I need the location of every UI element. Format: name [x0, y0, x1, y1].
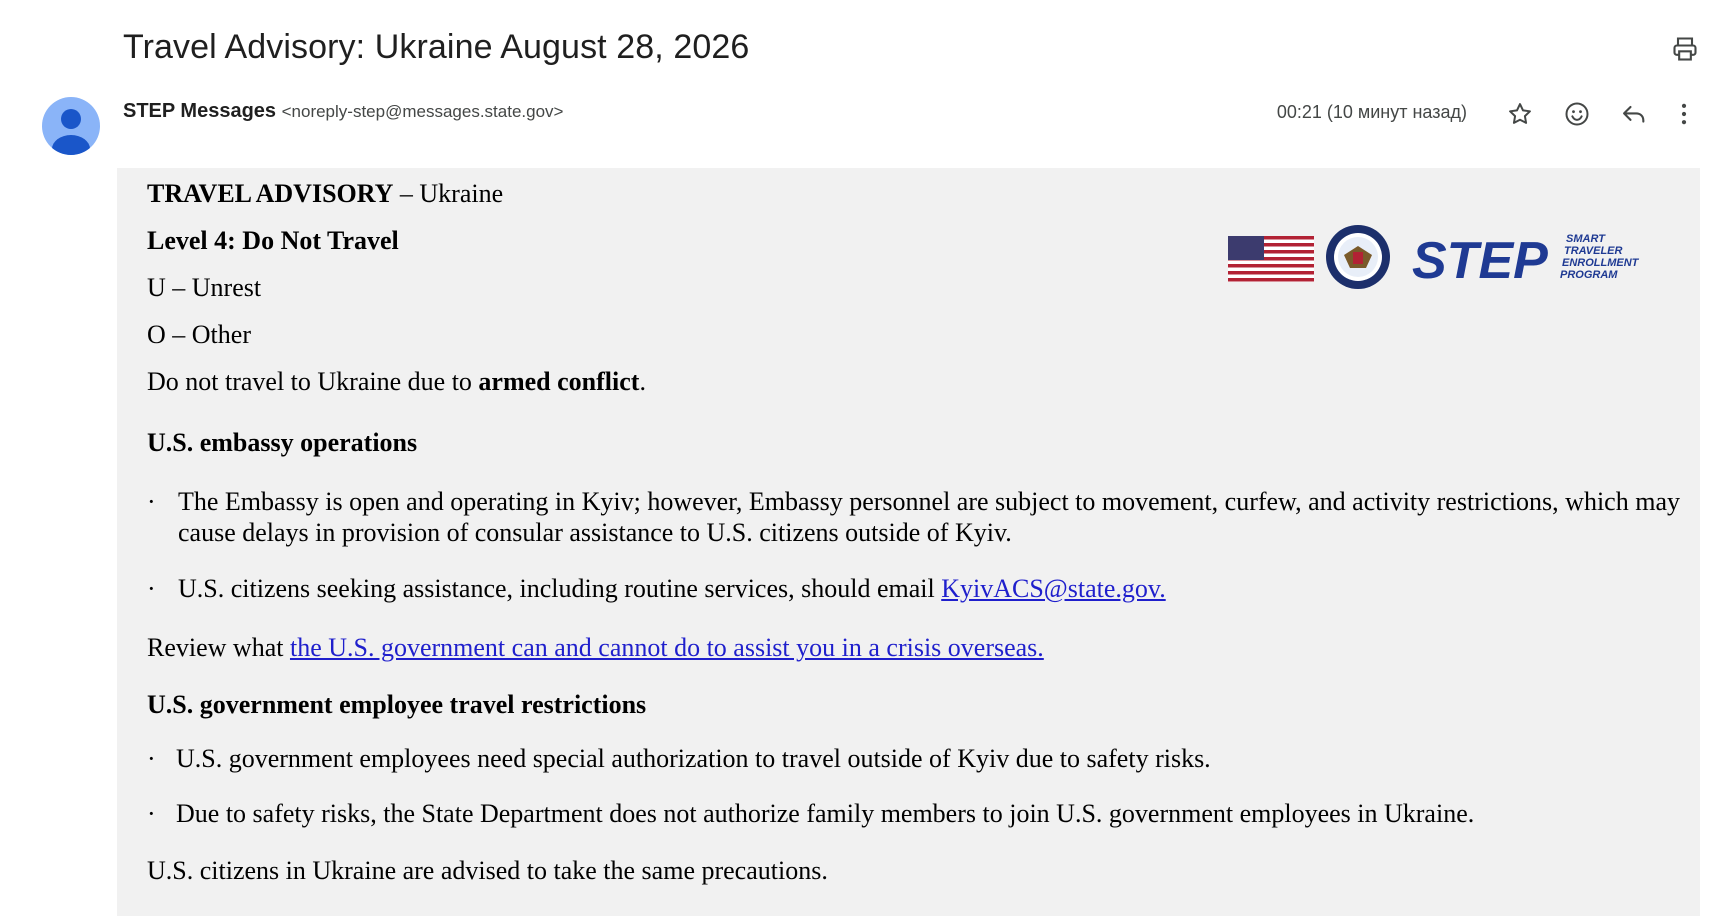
- sender-email: <noreply-step@messages.state.gov>: [281, 102, 564, 121]
- review-line: [147, 632, 1044, 663]
- star-button[interactable]: [1502, 96, 1538, 132]
- gov-employee-heading: U.S. government employee travel restrictions: [147, 690, 647, 719]
- print-button[interactable]: [1669, 33, 1701, 65]
- intro-text: Do not travel to Ukraine due to: [147, 367, 479, 396]
- intro-period: .: [639, 367, 646, 396]
- embassy-heading: U.S. embassy operations: [147, 428, 418, 457]
- step-wordmark: STEP: [1412, 232, 1548, 290]
- closing-line: U.S. citizens in Ukraine are advised to take the same precautions.: [147, 856, 828, 885]
- star-icon: [1506, 100, 1534, 128]
- sender-name[interactable]: STEP Messages: [123, 100, 277, 122]
- advisory-title-country: – Ukraine: [393, 179, 504, 208]
- more-options-button[interactable]: [1666, 96, 1702, 132]
- print-icon: [1671, 35, 1699, 63]
- advisory-level: Level 4: Do Not Travel: [147, 226, 399, 255]
- email-timestamp: 00:21 (10 минут назад): [1276, 102, 1467, 122]
- reply-icon: [1620, 100, 1648, 128]
- step-tagline-1: SMART: [1566, 233, 1605, 245]
- indicator-unrest: U – Unrest: [147, 273, 262, 302]
- us-flag-icon: [1228, 236, 1314, 282]
- sender-avatar[interactable]: [42, 97, 100, 155]
- bullet-text: Due to safety risks, the State Department does not authorize family members to join U.S. government employees in Ukraine.: [176, 799, 1475, 828]
- bullet-dot: ·: [147, 574, 156, 603]
- emoji-reaction-button[interactable]: [1559, 96, 1595, 132]
- step-tagline-3: ENROLLMENT: [1562, 257, 1639, 269]
- bullet-text: U.S. citizens seeking assistance, including routine services, should email: [178, 574, 942, 603]
- step-logo: [1228, 222, 1658, 292]
- bullet-dot: ·: [147, 487, 156, 516]
- bullet-text: The Embassy is open and operating in Kyiv; however, Embassy personnel are subject to movement, curfew, and activity restrictions, which may cause delays in provision of consular assistance to U.S. citizens outside of Kyiv.: [178, 487, 1680, 547]
- reply-button[interactable]: [1616, 96, 1652, 132]
- more-vert-icon: [1670, 100, 1698, 128]
- kyiv-acs-email-link[interactable]: KyivACS@state.gov.: [941, 574, 1166, 603]
- person-avatar-icon: [42, 97, 100, 155]
- email-subject: Travel Advisory: Ukraine August 28, 2026: [123, 28, 750, 66]
- bullet-dot: ·: [147, 744, 156, 773]
- emoji-icon: [1563, 100, 1591, 128]
- bullet-dot: ·: [147, 799, 156, 828]
- advisory-title-bold: TRAVEL ADVISORY: [147, 179, 394, 208]
- advisory-intro: [147, 366, 646, 397]
- indicator-other: O – Other: [147, 320, 251, 349]
- crisis-assistance-link[interactable]: the U.S. government can and cannot do to assist you in a crisis overseas.: [289, 633, 1044, 662]
- bullet-text: U.S. government employees need special authorization to travel outside of Kyiv due to safety risks.: [176, 744, 1211, 773]
- sender-info: [123, 100, 563, 123]
- intro-bold: armed conflict: [478, 367, 640, 396]
- step-tagline-4: PROGRAM: [1560, 269, 1618, 281]
- review-text: Review what: [147, 633, 290, 662]
- step-tagline-2: TRAVELER: [1564, 245, 1623, 257]
- state-department-seal-icon: [1326, 225, 1390, 289]
- advisory-title: [147, 178, 503, 209]
